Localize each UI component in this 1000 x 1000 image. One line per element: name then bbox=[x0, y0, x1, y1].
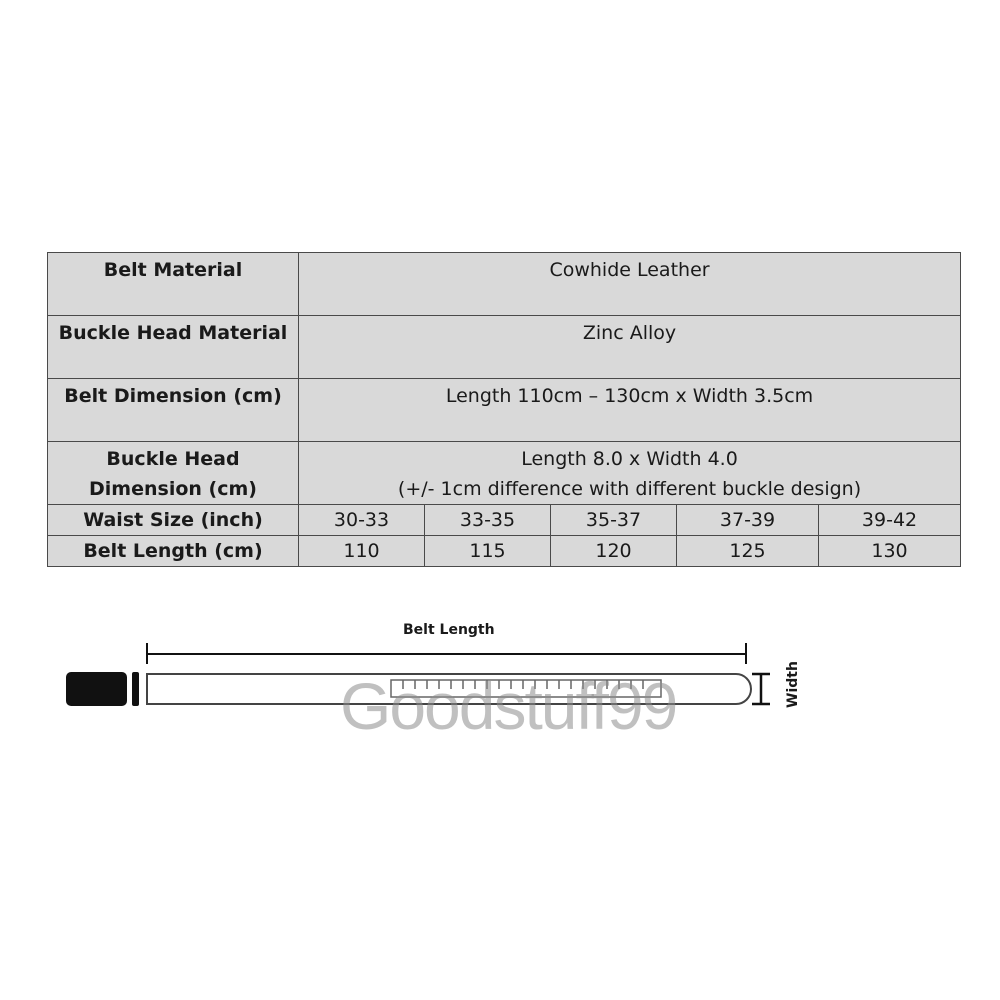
belt-dimension-value: Length 110cm – 130cm x Width 3.5cm bbox=[299, 379, 961, 442]
waist-size-cell: 37-39 bbox=[677, 505, 819, 536]
belt-diagram bbox=[0, 600, 1000, 760]
belt-length-cell: 120 bbox=[551, 536, 677, 567]
buckle-head-dimension-value-line1: Length 8.0 x Width 4.0 bbox=[521, 448, 738, 470]
waist-size-cell: 35-37 bbox=[551, 505, 677, 536]
waist-size-cell: 33-35 bbox=[425, 505, 551, 536]
buckle-head-dimension-value bbox=[299, 442, 961, 505]
belt-dimension-row bbox=[48, 379, 961, 442]
buckle-head-material-row bbox=[48, 316, 961, 379]
belt-material-value: Cowhide Leather bbox=[299, 253, 961, 316]
waist-size-cell: 30-33 bbox=[299, 505, 425, 536]
buckle-head-dimension-label bbox=[48, 442, 299, 505]
belt-dimension-label: Belt Dimension (cm) bbox=[48, 379, 299, 442]
belt-length-cell: 125 bbox=[677, 536, 819, 567]
waist-size-row bbox=[48, 505, 961, 536]
belt-length-row bbox=[48, 536, 961, 567]
belt-spec-table bbox=[47, 252, 961, 567]
buckle-head-dimension-value-line2: (+/- 1cm difference with different buckle design) bbox=[397, 478, 862, 500]
buckle-head-dimension-label-line2: Dimension (cm) bbox=[89, 478, 257, 500]
belt-length-label: Belt Length (cm) bbox=[48, 536, 299, 567]
buckle-head-dimension-label-line1: Buckle Head bbox=[106, 448, 240, 470]
belt-length-cell: 130 bbox=[819, 536, 961, 567]
waist-size-cell: 39-42 bbox=[819, 505, 961, 536]
belt-material-label: Belt Material bbox=[48, 253, 299, 316]
width-dimension-label: Width bbox=[785, 661, 801, 708]
buckle-head-material-value: Zinc Alloy bbox=[299, 316, 961, 379]
length-dimension-line bbox=[147, 643, 746, 664]
buckle-icon bbox=[66, 672, 127, 706]
belt-material-row bbox=[48, 253, 961, 316]
width-dimension-line bbox=[752, 674, 770, 704]
buckle-head-material-label: Buckle Head Material bbox=[48, 316, 299, 379]
buckle-head-dimension-row bbox=[48, 442, 961, 505]
belt-length-cell: 110 bbox=[299, 536, 425, 567]
buckle-prong-icon bbox=[132, 672, 139, 706]
belt-length-dimension-label: Belt Length bbox=[403, 622, 495, 638]
belt-length-cell: 115 bbox=[425, 536, 551, 567]
watermark-text: Goodstuff99 bbox=[340, 669, 677, 743]
waist-size-label: Waist Size (inch) bbox=[48, 505, 299, 536]
